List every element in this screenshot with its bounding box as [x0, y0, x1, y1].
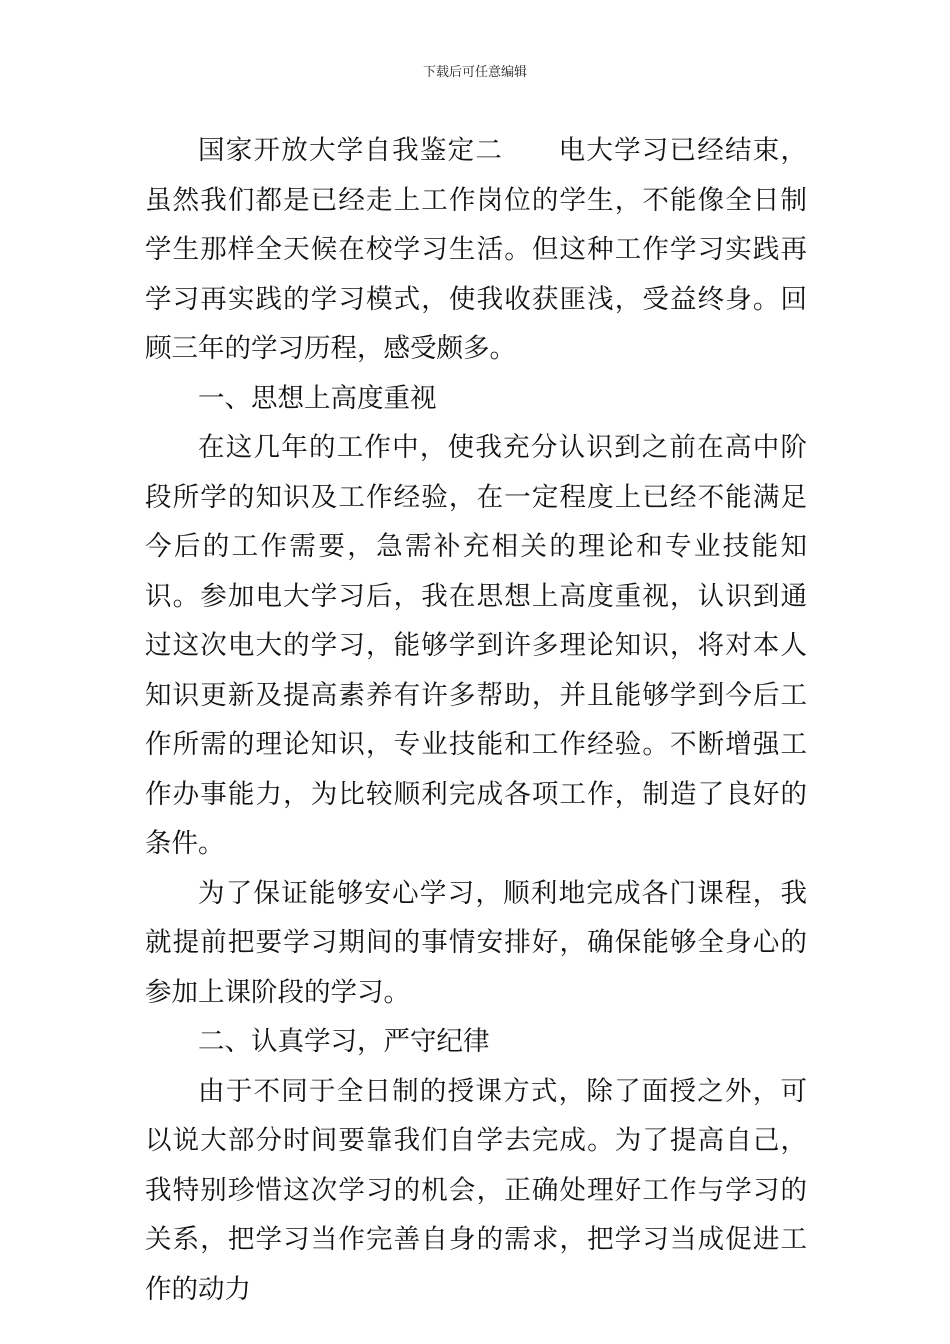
document-body [145, 126, 807, 1314]
paragraph-section-2-a: 由于不同于全日制的授课方式，除了面授之外，可以说大部分时间要靠我们自学去完成。为了提高自己，我特别珍惜这次学习的机会，正确处理好工作与学习的关系，把学习当作完善自身的需求，把学习当成促进工作的动力 [145, 1075, 807, 1305]
section-heading-2: 二、认真学习，严守纪律 [198, 1026, 490, 1057]
section-heading-1: 一、思想上高度重视 [198, 382, 437, 414]
paragraph-intro: 国家开放大学自我鉴定二 电大学习已经结束，虽然我们都是已经走上工作岗位的学生，不能像全日制学生那样全天候在校学习生活。但这种工作学习实践再学习再实践的学习模式，使我收获匪浅，受益终身。回顾三年的学习历程，感受颇多。 [145, 135, 807, 364]
paragraph-section-1-b: 为了保证能够安心学习，顺利地完成各门课程，我就提前把要学习期间的事情安排好，确保能够全身心的参加上课阶段的学习。 [145, 877, 807, 1008]
paragraph-section-1-a: 在这几年的工作中，使我充分认识到之前在高中阶段所学的知识及工作经验，在一定程度上已经不能满足今后的工作需要，急需补充相关的理论和专业技能知识。参加电大学习后，我在思想上高度重视，认识到通过这次电大的学习，能够学到许多理论知识，将对本人知识更新及提高素养有许多帮助，并且能够学到今后工作所需的理论知识，专业技能和工作经验。不断增强工作办事能力，为比较顺利完成各项工作，制造了良好的条件。 [145, 432, 807, 859]
page-header-note: 下载后可任意编辑 [422, 65, 527, 80]
